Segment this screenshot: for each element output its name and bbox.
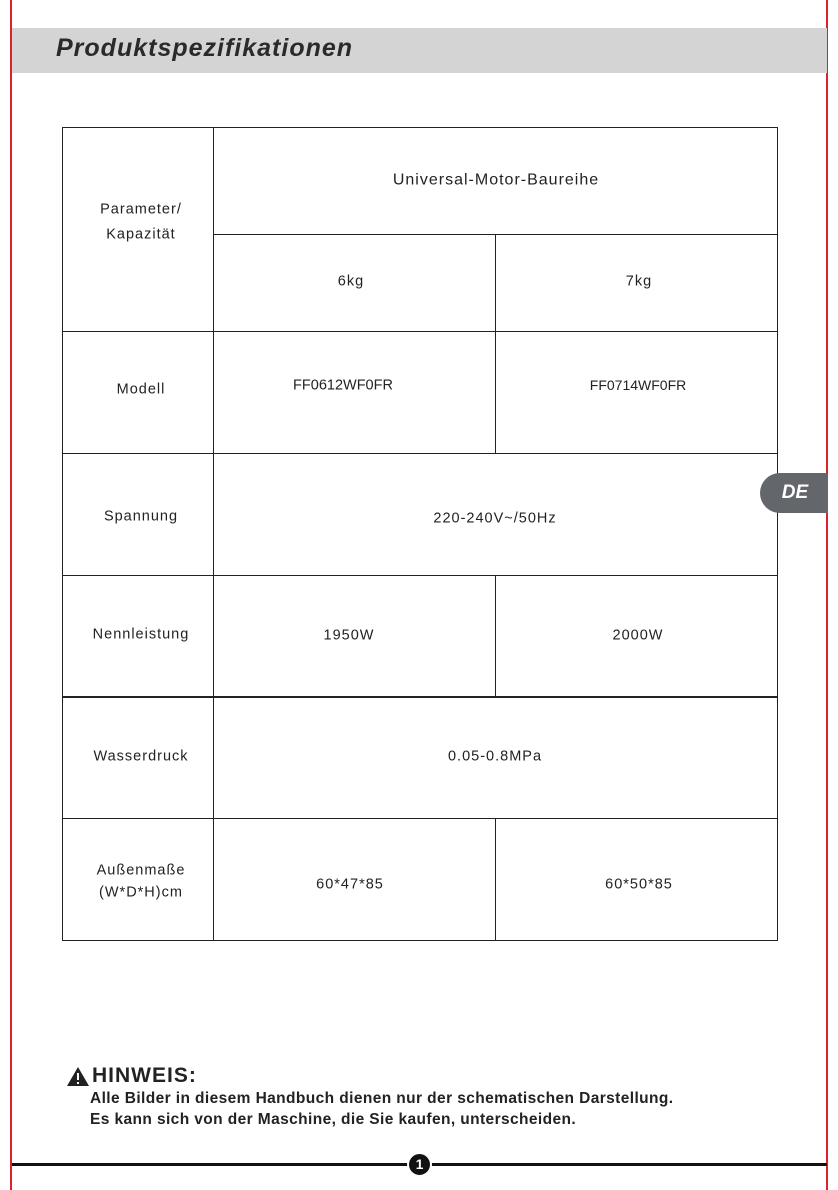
power-7kg: 2000W (612, 627, 664, 644)
water-pressure-value: 0.05-0.8MPa (447, 748, 543, 765)
voltage-value: 220-240V~/50Hz (433, 510, 557, 527)
row-label-power: Nennleistung (92, 626, 190, 643)
row-label-model: Modell (116, 381, 166, 398)
row-label-water-pressure: Wasserdruck (93, 748, 189, 765)
dimensions-7kg: 60*50*85 (605, 876, 673, 893)
note-line: Es kann sich von der Maschine, die Sie kaufen, unterscheiden. (90, 1111, 577, 1128)
note-title: HINWEIS: (92, 1064, 197, 1087)
row-label-dimensions: Außenmaße (W*D*H)cm (96, 862, 186, 901)
note-section (66, 1064, 674, 1130)
capacity-6kg: 6kg (337, 273, 365, 290)
param-label: Parameter/ Kapazität (100, 201, 182, 242)
dimensions-6kg: 60*47*85 (316, 876, 384, 893)
page-border-left (10, 0, 12, 1190)
language-tab[interactable]: DE (760, 473, 828, 513)
note-line: Alle Bilder in diesem Handbuch dienen nur der schematischen Darstellung. (90, 1090, 674, 1107)
series-header: Universal-Motor-Baureihe (392, 171, 600, 189)
page-border-right (826, 0, 828, 1190)
page-title: Produktspezifikationen (56, 34, 354, 62)
model-6kg: FF0612WF0FR (293, 377, 393, 394)
model-7kg: FF0714WF0FR (589, 377, 687, 394)
capacity-7kg: 7kg (625, 273, 653, 290)
warning-icon (66, 1066, 90, 1087)
power-6kg: 1950W (323, 627, 375, 644)
page-header (12, 28, 827, 73)
row-label-voltage: Spannung (103, 508, 179, 525)
page-number: 1 (407, 1152, 432, 1177)
